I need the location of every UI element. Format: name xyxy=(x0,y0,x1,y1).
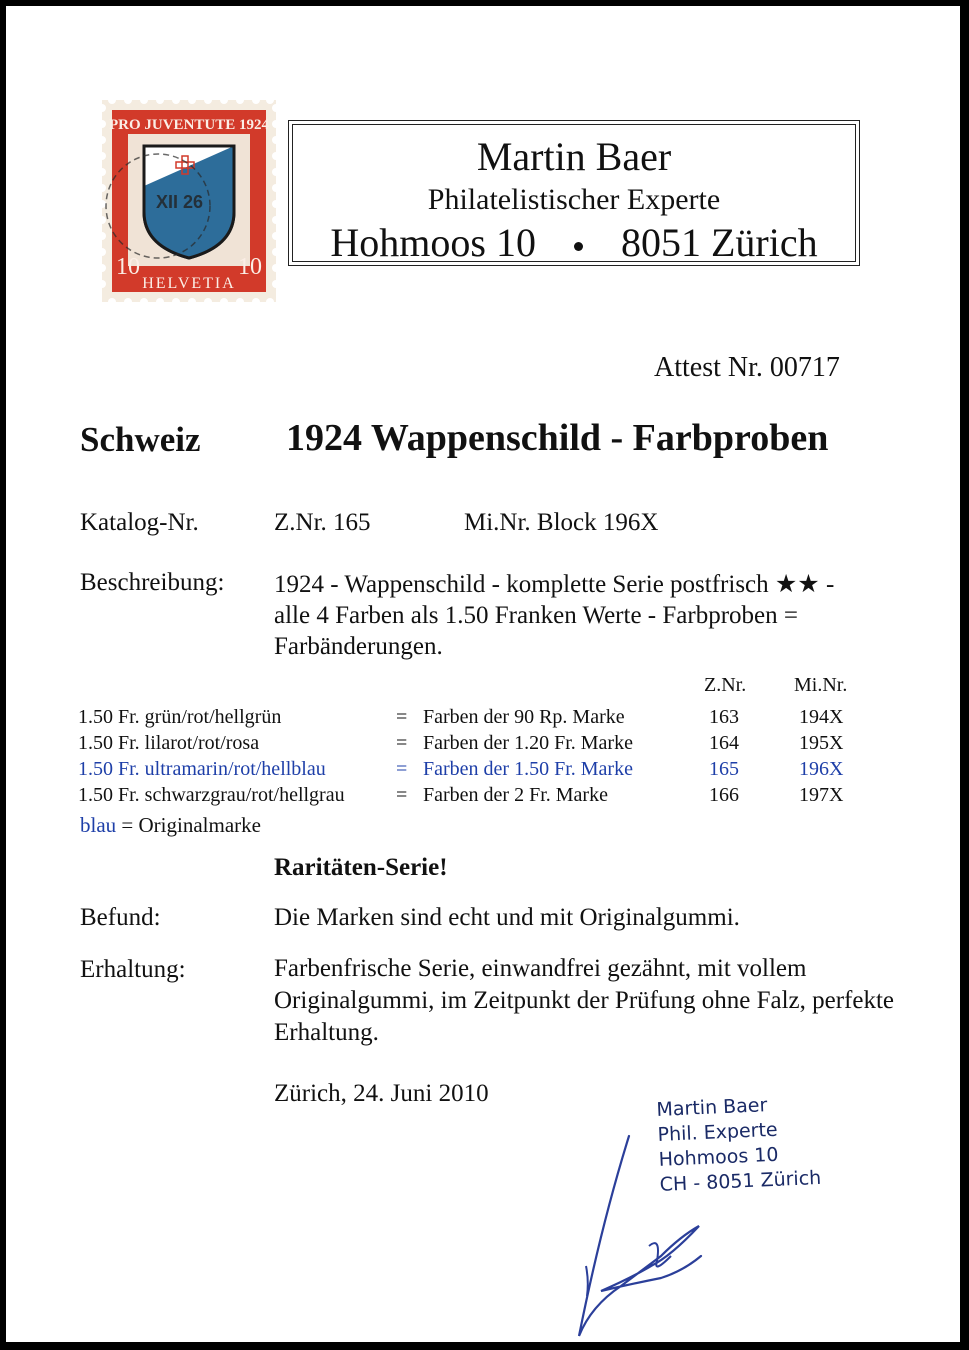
seal-line-4: CH - 8051 Zürich xyxy=(659,1166,822,1196)
rarity-heading: Raritäten-Serie! xyxy=(274,854,448,881)
row-znr: 166 xyxy=(709,784,739,806)
row-equals: = xyxy=(396,758,408,780)
blue-word: blau xyxy=(80,813,117,837)
country-heading: Schweiz xyxy=(80,420,201,459)
column-header-znr: Z.Nr. xyxy=(704,674,747,696)
beschreibung-text: 1924 - Wappenschild - komplette Serie postfrisch ★★ - alle 4 Farben als 1.50 Franken Werte - Farbproben = Farbänderungen. xyxy=(274,571,835,660)
table-row xyxy=(6,732,960,758)
expert-seal xyxy=(656,1091,822,1198)
row-equals: = xyxy=(396,706,408,728)
row-farben: Farben der 90 Rp. Marke xyxy=(423,706,625,728)
katalog-minr: Mi.Nr. Block 196X xyxy=(464,509,659,536)
stamp-svg xyxy=(98,96,280,306)
row-znr: 164 xyxy=(709,732,739,754)
row-equals: = xyxy=(396,784,408,806)
row-minr: 196X xyxy=(799,758,844,780)
original-note xyxy=(80,813,261,838)
befund-text: Die Marken sind echt und mit Originalgummi. xyxy=(274,904,740,931)
original-note-rest: = Originalmarke xyxy=(116,813,261,837)
row-znr: 165 xyxy=(709,758,739,780)
address-street: Hohmoos 10 xyxy=(330,220,536,265)
seal-line-1: Martin Baer xyxy=(656,1094,768,1121)
issue-title: 1924 Wappenschild - Farbproben xyxy=(286,417,829,459)
column-header-minr: Mi.Nr. xyxy=(794,674,848,696)
address-city: 8051 Zürich xyxy=(620,220,818,265)
befund-label: Befund: xyxy=(80,904,161,931)
expert-address xyxy=(289,219,859,266)
expert-name: Martin Baer xyxy=(476,134,672,179)
stamp-image xyxy=(98,96,280,306)
stamp-value-right: 10 xyxy=(238,254,262,280)
row-equals: = xyxy=(396,732,408,754)
row-znr: 163 xyxy=(709,706,739,728)
row-farben: Farben der 1.20 Fr. Marke xyxy=(423,732,633,754)
beschreibung-label: Beschreibung: xyxy=(80,569,225,596)
expert-subtitle: Philatelistischer Experte xyxy=(427,183,721,216)
erhaltung-text: Farbenfrische Serie, einwandfrei gezähnt, mit vollem Originalgummi, im Zeitpunkt der Prüfung ohne Falz, perfekte Erhaltung. xyxy=(274,955,894,1046)
attest-number: Attest Nr. 00717 xyxy=(654,352,840,383)
row-minr: 194X xyxy=(799,706,844,728)
letterhead-box xyxy=(288,120,860,266)
place-date: Zürich, 24. Juni 2010 xyxy=(274,1080,489,1107)
row-description: 1.50 Fr. grün/rot/hellgrün xyxy=(78,706,282,728)
erhaltung-label: Erhaltung: xyxy=(80,956,186,983)
row-minr: 197X xyxy=(799,784,844,806)
stamp-country: HELVETIA xyxy=(142,275,236,292)
certificate-page xyxy=(6,6,960,1342)
row-description: 1.50 Fr. lilarot/rot/rosa xyxy=(78,732,260,754)
table-row xyxy=(6,706,960,732)
row-description: 1.50 Fr. ultramarin/rot/hellblau xyxy=(78,758,326,780)
row-farben: Farben der 2 Fr. Marke xyxy=(423,784,608,806)
table-row-original xyxy=(6,758,960,784)
seal-line-2: Phil. Experte xyxy=(657,1118,779,1146)
katalog-znr: Z.Nr. 165 xyxy=(274,509,371,536)
katalog-label: Katalog-Nr. xyxy=(80,509,199,536)
bullet-icon xyxy=(574,242,583,251)
stamp-top-text: PRO JUVENTUTE 1924 xyxy=(108,117,270,133)
row-description: 1.50 Fr. schwarzgrau/rot/hellgrau xyxy=(78,784,345,806)
seal-line-3: Hohmoos 10 xyxy=(658,1143,779,1171)
row-farben: Farben der 1.50 Fr. Marke xyxy=(423,758,633,780)
row-minr: 195X xyxy=(799,732,844,754)
table-row xyxy=(6,784,960,810)
stamp-value-left: 10 xyxy=(116,254,140,280)
stamp-cancel: XII 26 xyxy=(156,192,204,212)
